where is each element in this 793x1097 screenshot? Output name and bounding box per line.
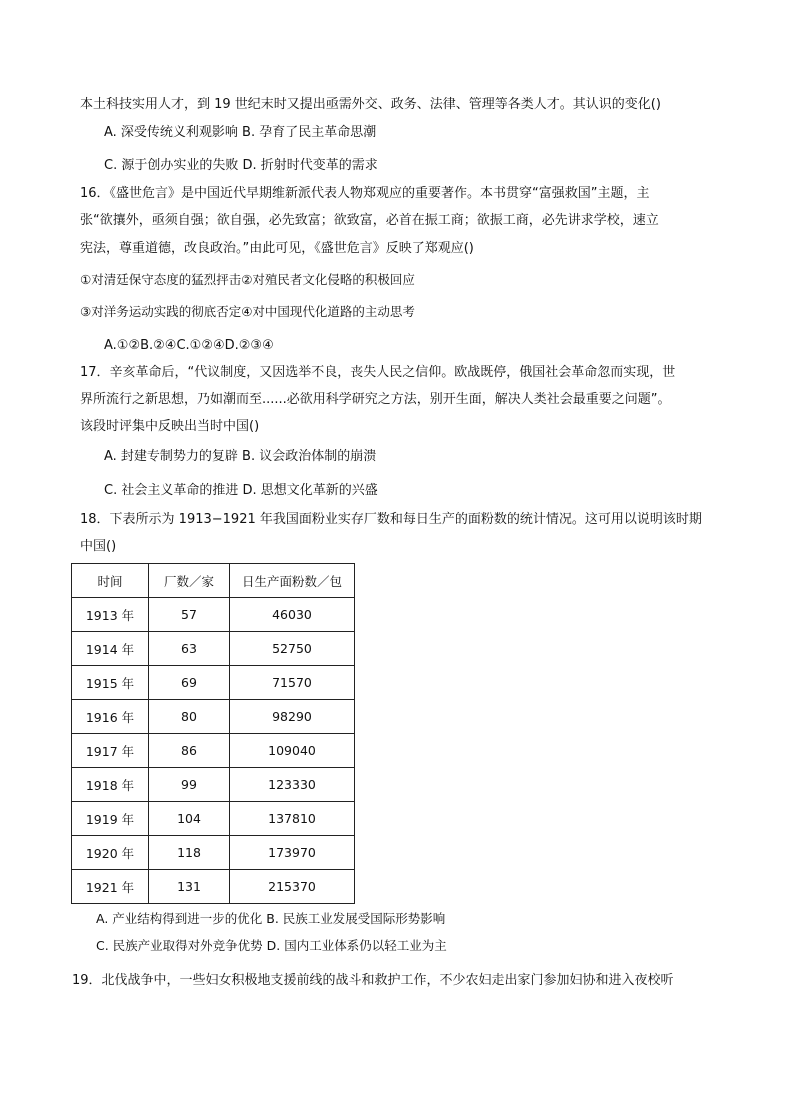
cell-factories: 104 — [149, 802, 230, 836]
table-row — [72, 598, 355, 632]
header-time: 时间 — [72, 564, 149, 598]
flour-industry-table — [71, 563, 355, 904]
cell-daily-flour: 98290 — [230, 700, 355, 734]
table-row — [72, 870, 355, 904]
table-row — [72, 802, 355, 836]
q17-stem-line2: 界所流行之新思想，乃如潮而至......必欲用科学研究之方法，别开生面，解决人类社会最重要之问题”。 — [80, 392, 671, 407]
table-row — [72, 666, 355, 700]
q18-options-cd: C. 民族产业取得对外竞争优势 D. 国内工业体系仍以轻工业为主 — [96, 938, 447, 953]
cell-daily-flour: 109040 — [230, 734, 355, 768]
cell-factories: 57 — [149, 598, 230, 632]
cell-year: 1921 年 — [72, 870, 149, 904]
q17-stem-line1: 17．辛亥革命后，“代议制度，又因选举不良，丧失人民之信仰。欧战既停，俄国社会革命忽而实现，世 — [80, 365, 676, 380]
cell-year: 1913 年 — [72, 598, 149, 632]
cell-daily-flour: 173970 — [230, 836, 355, 870]
q15-options-ab: A. 深受传统义利观影响 B. 孕育了民主革命思潮 — [104, 125, 377, 140]
q17-options-cd: C. 社会主义革命的推进 D. 思想文化革新的兴盛 — [104, 483, 378, 498]
q16-options: A.①②B.②④C.①②④D.②③④ — [104, 338, 274, 353]
cell-year: 1918 年 — [72, 768, 149, 802]
cell-factories: 118 — [149, 836, 230, 870]
cell-year: 1919 年 — [72, 802, 149, 836]
cell-daily-flour: 52750 — [230, 632, 355, 666]
cell-daily-flour: 46030 — [230, 598, 355, 632]
cell-year: 1915 年 — [72, 666, 149, 700]
header-factories: 厂数／家 — [149, 564, 230, 598]
table-header-row — [72, 564, 355, 598]
q15-stem: 本土科技实用人才，到 19 世纪末时又提出亟需外交、政务、法律、管理等各类人才。其认识的变化() — [80, 97, 661, 112]
q16-items-3-4: ③对洋务运动实践的彻底否定④对中国现代化道路的主动思考 — [80, 304, 415, 319]
cell-year: 1916 年 — [72, 700, 149, 734]
table-row — [72, 734, 355, 768]
table-row — [72, 700, 355, 734]
q16-stem-line1: 16．《盛世危言》是中国近代早期维新派代表人物郑观应的重要著作。本书贯穿“富强救国”主题，主 — [80, 186, 650, 201]
table-row — [72, 768, 355, 802]
q16-stem-line2: 张“欲攘外，亟须自强；欲自强，必先致富；欲致富，必首在振工商；欲振工商，必先讲求学校，速立 — [80, 213, 659, 228]
q16-stem-line3: 宪法，尊重道德，改良政治。”由此可见，《盛世危言》反映了郑观应() — [80, 241, 474, 256]
header-daily-flour: 日生产面粉数／包 — [230, 564, 355, 598]
q15-options-cd: C. 源于创办实业的失败 D. 折射时代变革的需求 — [104, 158, 378, 173]
cell-daily-flour: 123330 — [230, 768, 355, 802]
q17-stem-line3: 该段时评集中反映出当时中国() — [80, 419, 260, 434]
cell-year: 1920 年 — [72, 836, 149, 870]
cell-factories: 131 — [149, 870, 230, 904]
q16-items-1-2: ①对清廷保守态度的猛烈抨击②对殖民者文化侵略的积极回应 — [80, 272, 415, 287]
cell-year: 1914 年 — [72, 632, 149, 666]
q17-options-ab: A. 封建专制势力的复辟 B. 议会政治体制的崩溃 — [104, 449, 377, 464]
cell-daily-flour: 137810 — [230, 802, 355, 836]
cell-factories: 99 — [149, 768, 230, 802]
cell-daily-flour: 215370 — [230, 870, 355, 904]
cell-factories: 69 — [149, 666, 230, 700]
cell-factories: 80 — [149, 700, 230, 734]
cell-daily-flour: 71570 — [230, 666, 355, 700]
table-row — [72, 632, 355, 666]
table-row — [72, 836, 355, 870]
cell-factories: 63 — [149, 632, 230, 666]
q19-stem-line1: 19．北伐战争中，一些妇女积极地支援前线的战斗和救护工作，不少农妇走出家门参加妇协和进入夜校听 — [72, 973, 674, 988]
q18-options-ab: A. 产业结构得到进一步的优化 B. 民族工业发展受国际形势影响 — [96, 911, 446, 926]
q18-stem-line2: 中国() — [80, 539, 117, 554]
cell-year: 1917 年 — [72, 734, 149, 768]
q18-stem-line1: 18．下表所示为 1913−1921 年我国面粉业实存厂数和每日生产的面粉数的统计情况。这可用以说明该时期 — [80, 512, 702, 527]
cell-factories: 86 — [149, 734, 230, 768]
